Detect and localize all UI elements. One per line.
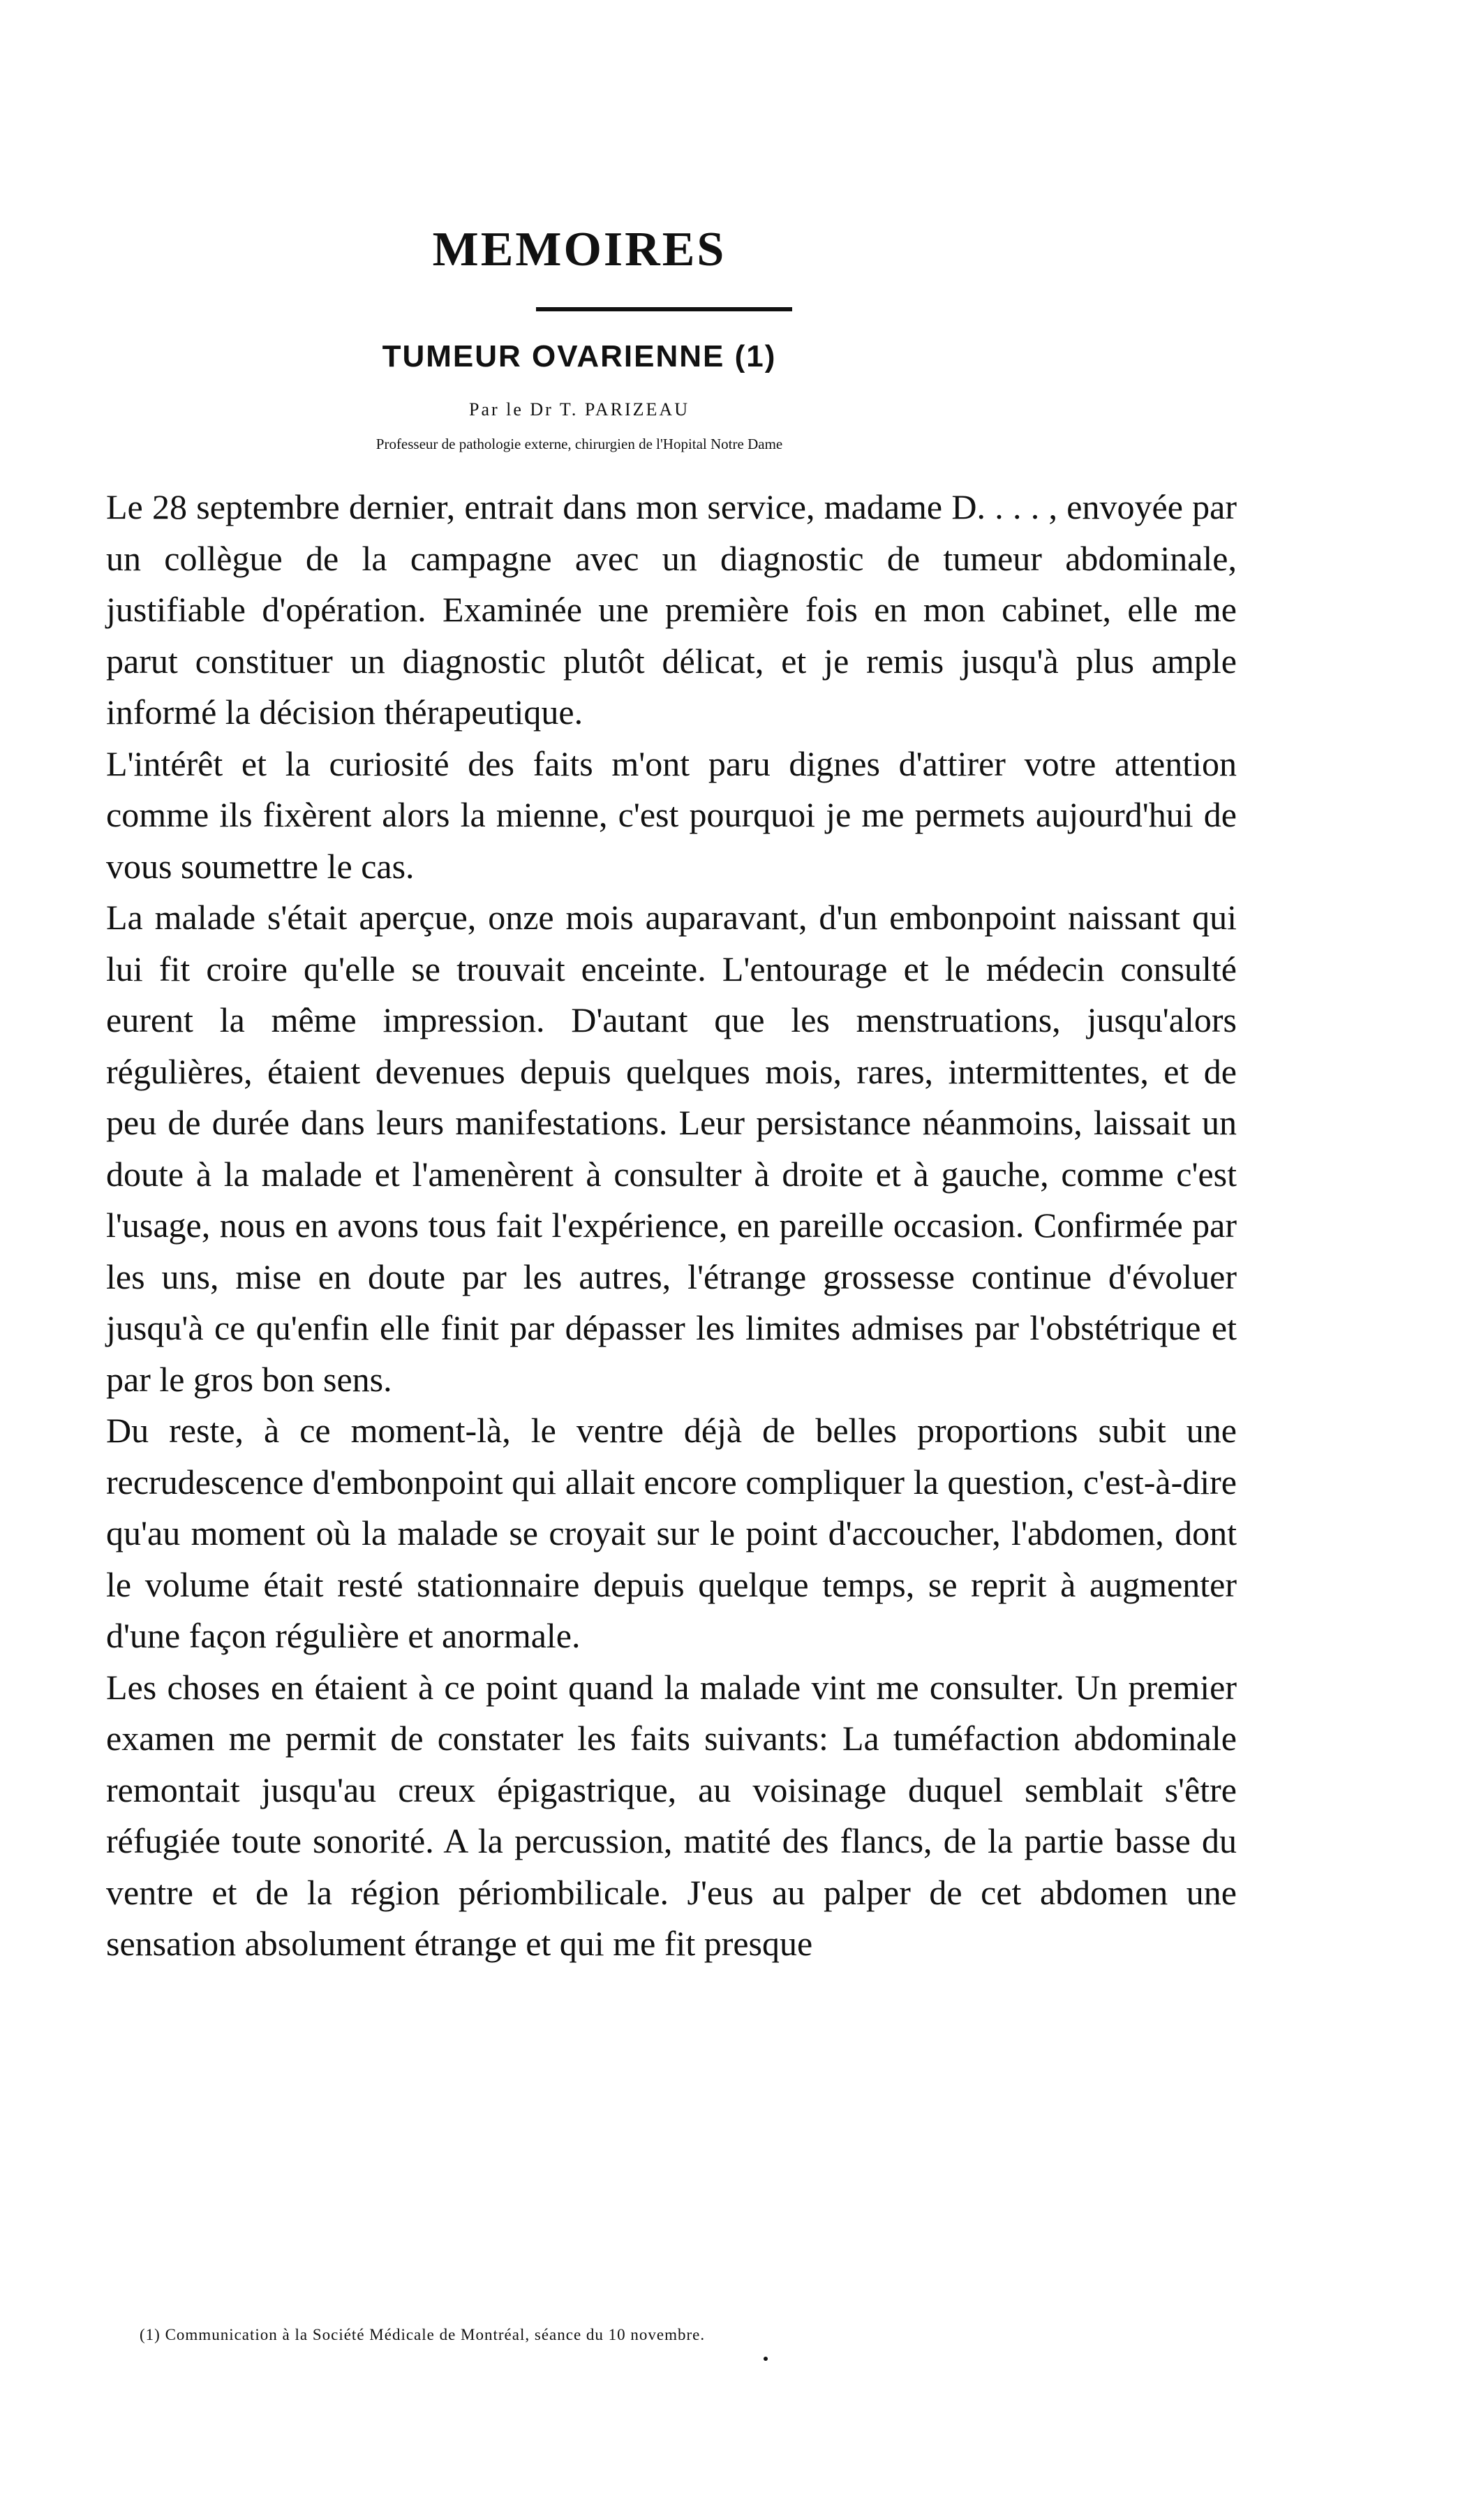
section-title: MEMOIRES (432, 223, 727, 276)
paragraph: Du reste, à ce moment-là, le ventre déjà de belles proportions subit une recrudescence d'embonpoint qui allait encore compliquer la question, c'est-à-dire qu'au moment où la malade se croyait sur le point d'accoucher, l'abdomen, dont le volume était resté stationnaire depuis quelque temps, se reprit à augmenter d'une façon régulière et anormale. (106, 1411, 1237, 1655)
article-title: TUMEUR OVARIENNE (1) (382, 339, 777, 373)
paragraph: Le 28 septembre dernier, entrait dans mon service, madame D. . . . , envoyée par un collègue de la campagne avec un diagnostic de tumeur abdominale, justifiable d'opération. Examinée une première fois en mon cabinet, elle me parut constituer un diagnostic plutôt délicat, et je remis jusqu'à plus ample informé la décision thérapeutique. (106, 487, 1237, 732)
ink-mark (764, 2357, 768, 2361)
paragraph: Les choses en étaient à ce point quand la malade vint me consulter. Un premier examen me permit de constater les faits suivants: La tuméfaction abdominale remontait jusqu'au creux épigastrique, au voisinage duquel semblait s'être réfugiée toute sonorité. A la percussion, matité des flancs, de la partie basse du ventre et de la région périombilicale. J'eus au palper de cet abdomen une sensation absolument étrange et qui me fit presque (106, 1667, 1237, 1963)
footnote: (1) Communication à la Société Médicale de Montréal, séance du 10 novembre. (140, 2326, 706, 2343)
title-rule (536, 307, 792, 311)
paragraph: L'intérêt et la curiosité des faits m'ont paru dignes d'attirer votre attention comme ils fixèrent alors la mienne, c'est pourquoi je me permets aujourd'hui de vous soumettre le cas. (106, 743, 1237, 886)
article-body (106, 482, 1237, 1970)
paragraph: La malade s'était aperçue, onze mois auparavant, d'un embonpoint naissant qui lui fit croire qu'elle se trouvait enceinte. L'entourage et le médecin consulté eurent la même impression. D'autant que les menstruations, jusqu'alors régulières, étaient devenues depuis quelques mois, rares, intermittentes, et de peu de durée dans leurs manifestations. Leur persistance néanmoins, laissait un doute à la malade et l'amenèrent à consulter à droite et à gauche, comme c'est l'usage, nous en avons tous fait l'expérience, en pareille occasion. Confirmée par les uns, mise en doute par les autres, l'étrange grossesse continue d'évoluer jusqu'à ce qu'enfin elle finit par dépasser les limites admises par l'obstétrique et par le gros bon sens. (106, 898, 1237, 1399)
author-affiliation: Professeur de pathologie externe, chirurgien de l'Hopital Notre Dame (375, 436, 783, 452)
author-byline: Par le Dr T. PARIZEAU (468, 399, 690, 420)
